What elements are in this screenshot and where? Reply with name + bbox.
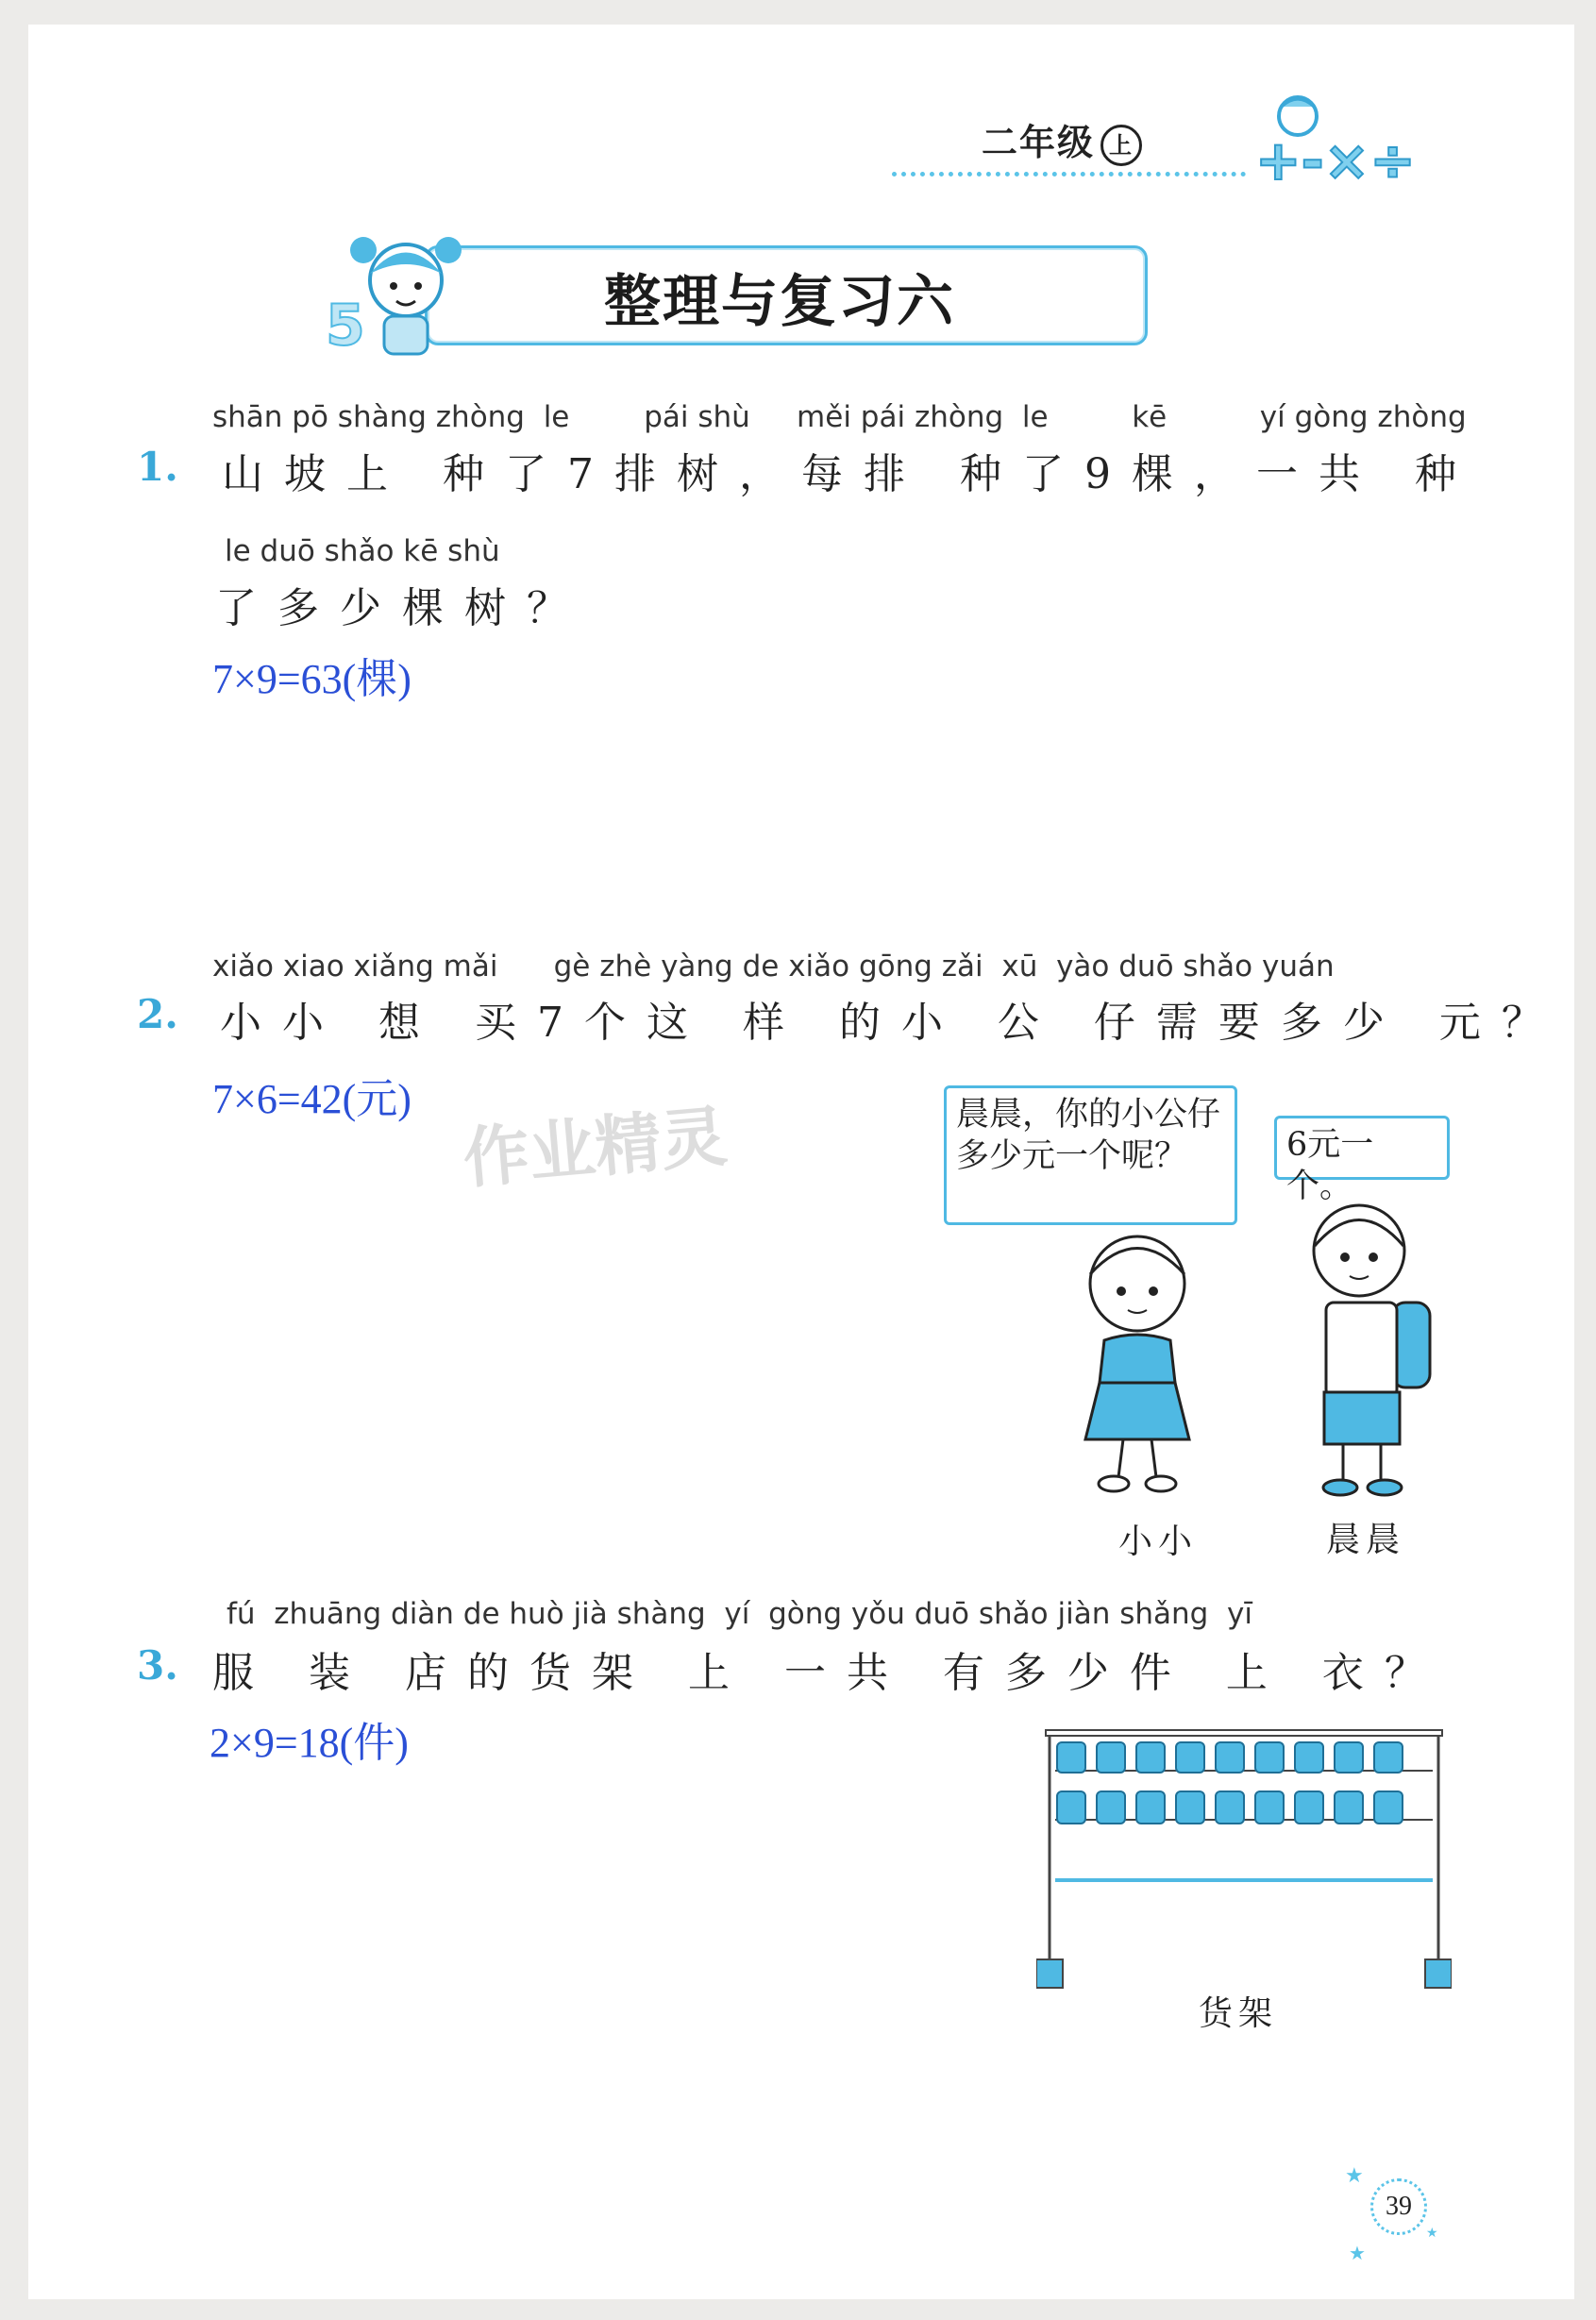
boy-speech-bubble: 6元一个。 (1274, 1116, 1450, 1180)
q2-answer: 7×6=42(元) (212, 1076, 412, 1122)
q1-pinyin-line2: le duō shǎo kē shù (225, 534, 500, 568)
girl-xiaoxiao-icon (1057, 1218, 1218, 1501)
rack-caption: 货架 (1199, 1994, 1279, 2033)
page-title: 整理与复习六 (604, 269, 955, 335)
math-symbols-logo-icon (1246, 90, 1444, 193)
girl-name-caption: 小小 (1118, 1522, 1199, 1561)
clothing-rack-icon (1036, 1725, 1452, 1990)
q2-text-line1: 小小 想 买7个这 样 的小 公 仔需要多少 元？ (220, 999, 1564, 1047)
svg-text:5: 5 (326, 293, 365, 359)
boy-name-caption: 晨晨 (1326, 1521, 1406, 1559)
q1-text-line2: 了多少棵树？ (215, 584, 589, 632)
q1-text-line1: 山坡上 种了7排树，每排 种了9棵，一共 种 (222, 450, 1477, 498)
q1-pinyin-line1: shān pō shàng zhòng le pái shù měi pái zhòng le kē yí gòng zhòng (212, 400, 1467, 434)
grade-label: 二年级 上 (982, 113, 1142, 166)
q2-number: 2. (137, 991, 178, 1037)
volume-badge: 上 (1100, 125, 1142, 166)
q1-number: 1. (137, 444, 178, 490)
q3-answer: 2×9=18(件) (210, 1720, 409, 1766)
watermark: 作业精灵 (460, 1097, 731, 1199)
svg-text:★: ★ (1426, 2226, 1438, 2241)
q3-number: 3. (137, 1642, 178, 1689)
boy-chenchen-icon (1288, 1180, 1439, 1501)
q3-pinyin-line1: fú zhuāng diàn de huò jià shàng yí gòng yǒu duō shǎo jiàn shǎng yī (227, 1597, 1252, 1631)
star-decoration-icon (1345, 2161, 1449, 2265)
q1-answer: 7×9=63(棵) (212, 656, 412, 702)
svg-text:★: ★ (1349, 2242, 1366, 2264)
girl-speech-bubble: 晨晨，你的小公仔多少元一个呢？ (944, 1085, 1237, 1225)
header-dotted-rule (892, 172, 1246, 177)
svg-text:+-×÷: +-×÷ (1255, 128, 1416, 193)
svg-text:★: ★ (1345, 2164, 1364, 2188)
cartoon-girl-icon (326, 222, 467, 363)
q2-pinyin-line1: xiǎo xiao xiǎng mǎi gè zhè yàng de xiǎo gōng zǎi xū yào duō shǎo yuán (212, 950, 1335, 983)
q3-text-line1: 服 装 店的货架 上 一共 有多少件 上 衣？ (212, 1649, 1447, 1697)
page-number: 39 (1370, 2178, 1427, 2235)
